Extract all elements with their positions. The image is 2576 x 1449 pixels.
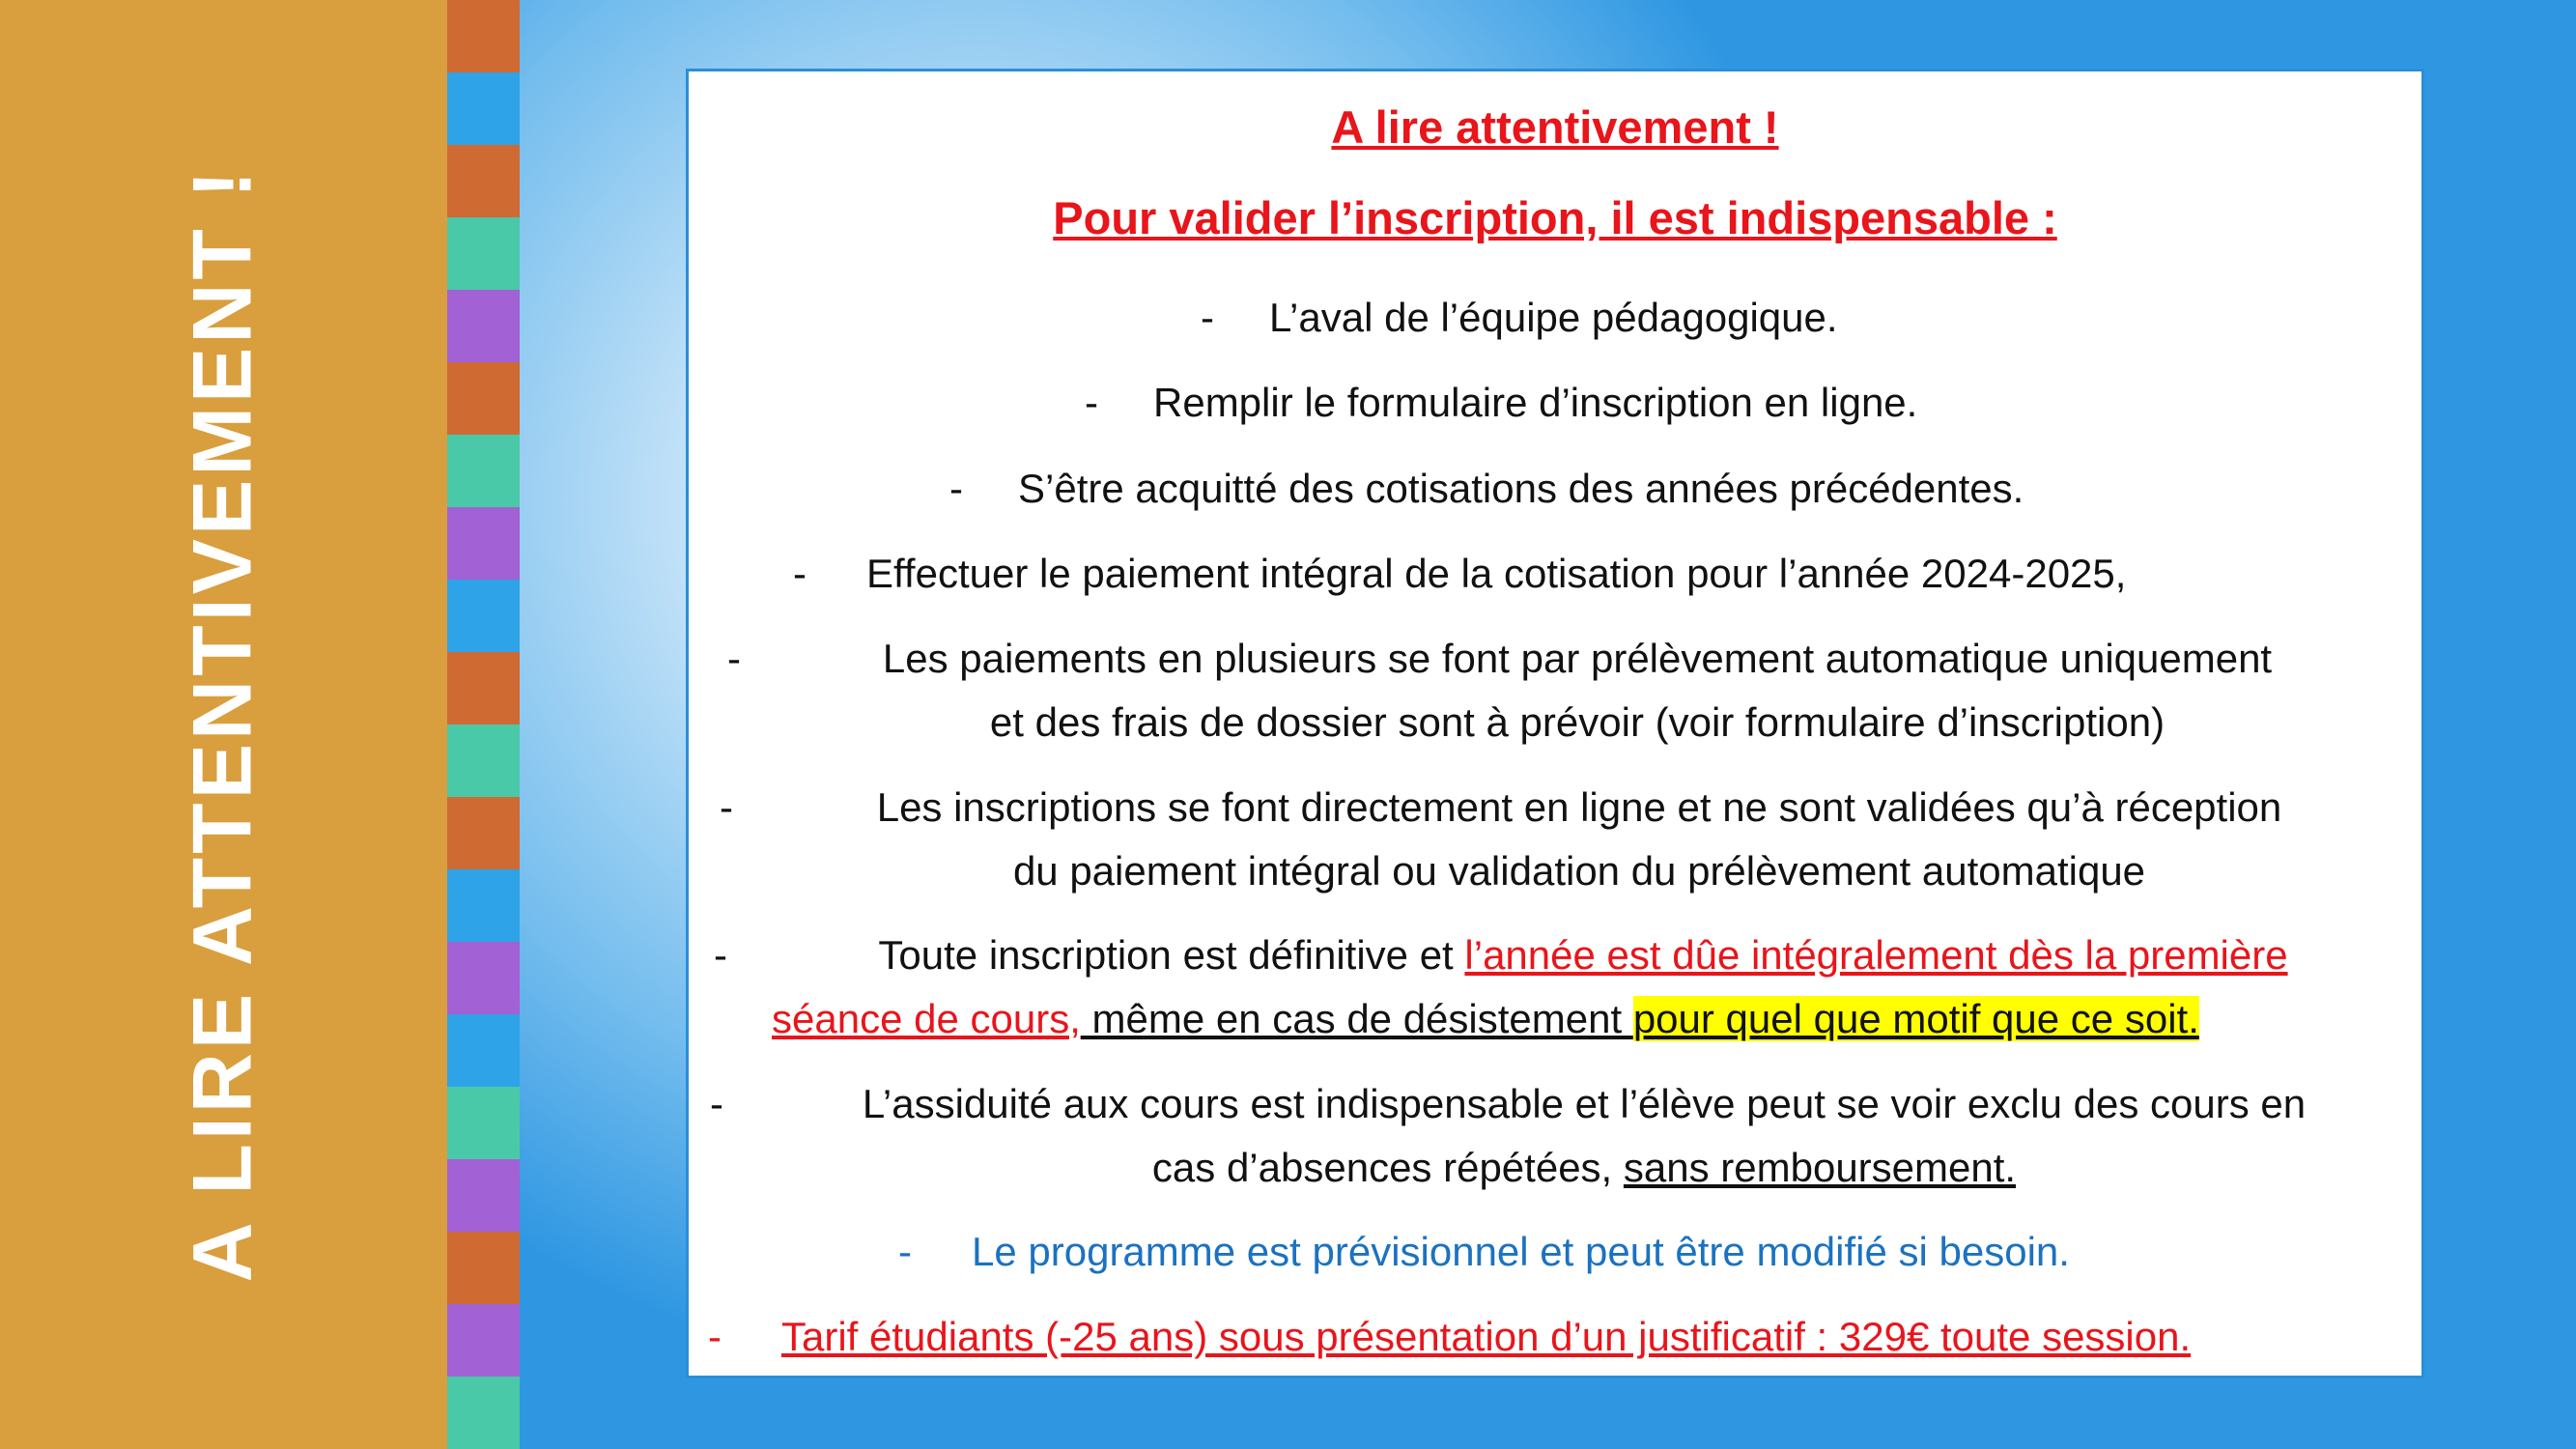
- list-item-text: Effectuer le paiement intégral de la cotisation pour l’année 2024-2025,: [866, 551, 2127, 596]
- list-item-text: Tarif étudiants (-25 ans) sous présentation d’un justificatif : 329€ toute session.: [781, 1314, 2192, 1359]
- stripe-segment: [447, 724, 520, 797]
- bullet-dash: -: [727, 636, 741, 681]
- notice-heading: A lire attentivement !: [1331, 101, 1779, 153]
- bullet-dash: -: [710, 1081, 723, 1126]
- stripe-segment: [447, 1087, 520, 1159]
- stripe-segment: [447, 145, 520, 217]
- list-item-line: [772, 987, 2394, 1051]
- list-item-text: [785, 627, 2369, 754]
- underlined-text: sans remboursement.: [1623, 1145, 2017, 1190]
- list-item-text: [768, 1072, 2400, 1200]
- stripe-segment: [447, 1304, 520, 1377]
- bullet-dash: -: [949, 466, 963, 511]
- stripe-segment: [447, 869, 520, 942]
- color-stripe: [447, 0, 520, 1449]
- stripe-segment: [447, 0, 520, 72]
- list-item-line: L’assiduité aux cours est indispensable et l’élève peut se voir exclu des cours en: [862, 1081, 2307, 1126]
- list-item-line: Les inscriptions se font directement en ligne et ne sont validées qu’à réception: [876, 784, 2282, 830]
- stripe-segment: [447, 1014, 520, 1087]
- stripe-segment: [447, 217, 520, 290]
- stripe-segment: [447, 580, 520, 652]
- list-item-line: du paiement intégral ou validation du prélèvement automatique: [1012, 848, 2146, 894]
- stripe-segment: [447, 1377, 520, 1449]
- list-item-text: [772, 923, 2394, 1051]
- list-item-line: [768, 1136, 2400, 1200]
- stripe-segment: [447, 362, 520, 435]
- stripe-segment: [447, 797, 520, 869]
- list-item-line: et des frais de dossier sont à prévoir (voir formulaire d’inscription): [989, 699, 2166, 745]
- list-item-text: Remplir le formulaire d’inscription en ligne.: [1153, 380, 1918, 425]
- text-run: cas d’absences répétées,: [1151, 1145, 1624, 1190]
- bullet-dash: -: [1201, 295, 1214, 340]
- list-item-line: [772, 923, 2394, 987]
- stripe-segment: [447, 1159, 520, 1232]
- text-run: Toute inscription est définitive et: [878, 932, 1465, 978]
- stripe-segment: [447, 290, 520, 362]
- notice-subheading: Pour valider l’inscription, il est indispensable :: [1053, 192, 2057, 243]
- bullet-dash: -: [714, 932, 727, 978]
- list-item-text: L’aval de l’équipe pédagogique.: [1269, 295, 1838, 340]
- bullet-dash: -: [1085, 380, 1098, 425]
- bullet-dash: -: [708, 1314, 722, 1359]
- stripe-segment: [447, 507, 520, 580]
- sidebar-vertical-title: A LIRE ATTENTIVEMENT !: [176, 166, 269, 1283]
- bullet-dash: -: [898, 1229, 912, 1274]
- list-item-text: S’être acquitté des cotisations des années précédentes.: [1018, 466, 2024, 511]
- list-item-line: Les paiements en plusieurs se font par prélèvement automatique uniquement: [882, 636, 2273, 681]
- bullet-dash: -: [720, 784, 733, 830]
- highlighted-text: pour quel que motif que ce soit.: [1632, 996, 2199, 1041]
- list-item-text: Le programme est prévisionnel et peut être modifié si besoin.: [972, 1229, 2070, 1274]
- stripe-segment: [447, 1232, 520, 1304]
- stripe-segment: [447, 652, 520, 724]
- bullet-dash: -: [793, 551, 807, 596]
- stripe-segment: [447, 942, 520, 1014]
- notice-panel: [686, 69, 2424, 1378]
- emphasis-text: l’année est dûe intégralement dès la première: [1464, 932, 2288, 978]
- sidebar-banner: [0, 0, 447, 1449]
- stripe-segment: [447, 72, 520, 145]
- stripe-segment: [447, 435, 520, 507]
- emphasis-text: séance de cours,: [772, 996, 1081, 1041]
- text-run: même en cas de désistement: [1080, 996, 1633, 1041]
- list-item-text: [778, 776, 2381, 903]
